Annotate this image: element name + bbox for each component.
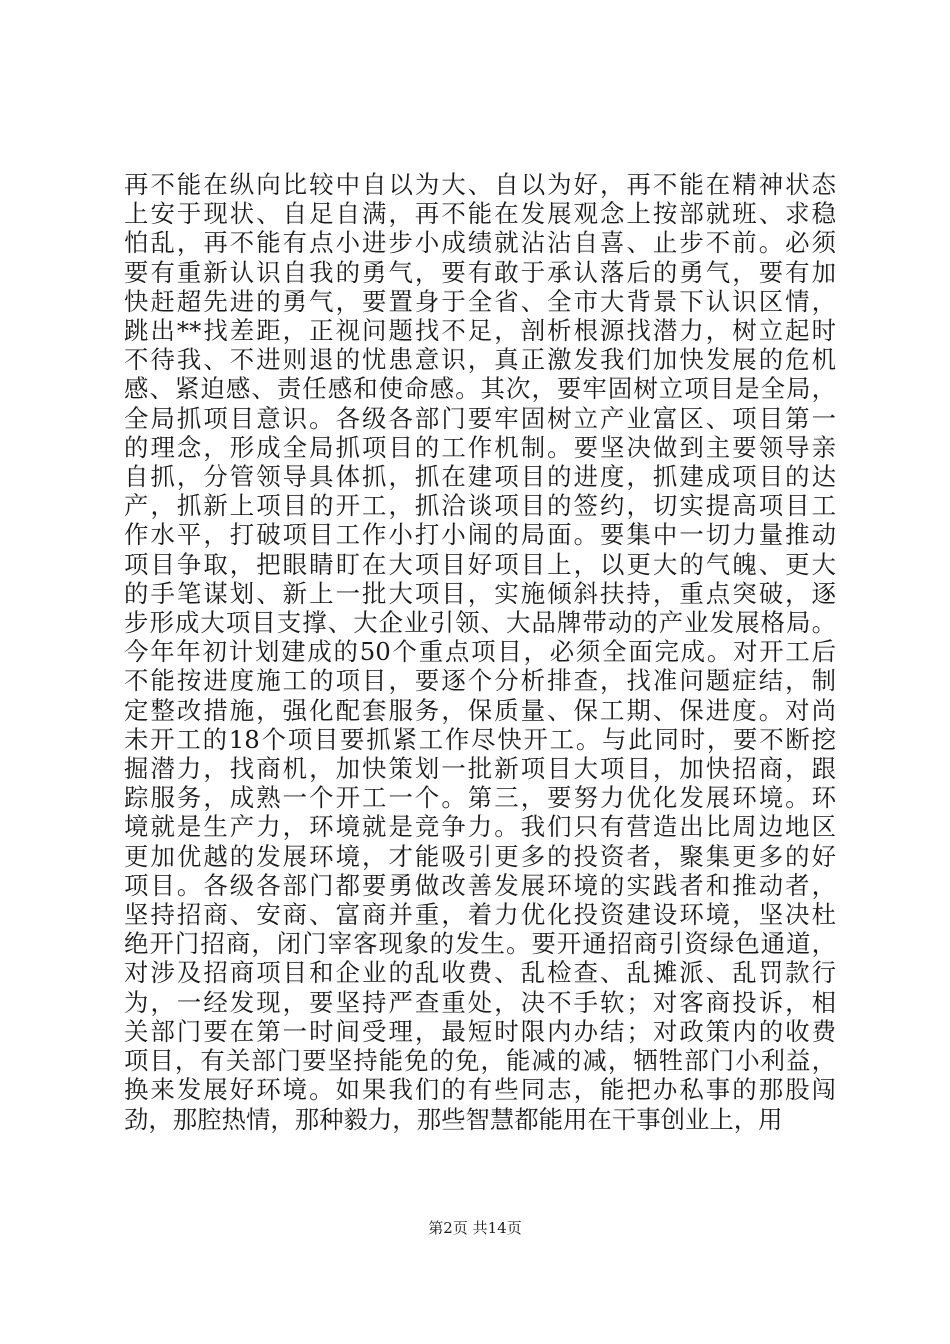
text-line: 步形成大项目支撑、大企业引领、大品牌带动的产业发展格局。	[124, 608, 836, 638]
text-line: 为，一经发现，要坚持严查重处，决不手软；对客商投诉，相	[124, 987, 836, 1017]
text-line: 换来发展好环境。如果我们的有些同志，能把办私事的那股闯	[124, 1075, 836, 1105]
text-line: 境就是生产力，环境就是竞争力。我们只有营造出比周边地区	[124, 812, 836, 842]
text-line: 劲，那腔热情，那种毅力，那些智慧都能用在干事创业上，用	[124, 1104, 783, 1134]
text-line: 跳出**找差距，正视问题找不足，剖析根源找潜力，树立起时	[124, 316, 836, 346]
text-line: 对涉及招商项目和企业的乱收费、乱检查、乱摊派、乱罚款行	[124, 958, 836, 988]
text-line: 不待我、不进则退的忧患意识，真正激发我们加快发展的危机	[124, 345, 836, 375]
text-line: 定整改措施，强化配套服务，保质量、保工期、保进度。对尚	[124, 695, 836, 725]
text-line: 产，抓新上项目的开工，抓洽谈项目的签约，切实提高项目工	[124, 491, 836, 521]
text-line: 自抓，分管领导具体抓，抓在建项目的进度，抓建成项目的达	[124, 462, 836, 492]
text-line: 不能按进度施工的项目，要逐个分析排查，找准问题症结，制	[124, 666, 836, 696]
text-line: 的手笔谋划、新上一批大项目，实施倾斜扶持，重点突破，逐	[124, 578, 836, 608]
text-line: 今年年初计划建成的50个重点项目，必须全面完成。对开工后	[124, 637, 836, 667]
text-line: 坚持招商、安商、富商并重，着力优化投资建设环境，坚决杜	[124, 900, 836, 930]
text-line: 项目争取，把眼睛盯在大项目好项目上，以更大的气魄、更大	[124, 549, 836, 579]
text-line: 上安于现状、自足自满，再不能在发展观念上按部就班、求稳	[124, 199, 836, 229]
text-line: 全局抓项目意识。各级各部门要牢固树立产业富区、项目第一	[124, 403, 836, 433]
document-body	[124, 170, 836, 1134]
text-line: 未开工的18个项目要抓紧工作尽快开工。与此同时，要不断挖	[124, 724, 836, 754]
text-line: 作水平，打破项目工作小打小闹的局面。要集中一切力量推动	[124, 520, 836, 550]
text-line: 怕乱，再不能有点小进步小成绩就沾沾自喜、止步不前。必须	[124, 228, 836, 258]
text-line: 的理念，形成全局抓项目的工作机制。要坚决做到主要领导亲	[124, 432, 836, 462]
text-line: 项目。各级各部门都要勇做改善发展环境的实践者和推动者，	[124, 870, 836, 900]
text-line: 感、紧迫感、责任感和使命感。其次，要牢固树立项目是全局，	[124, 374, 836, 404]
text-line: 要有重新认识自我的勇气，要有敢于承认落后的勇气，要有加	[124, 257, 836, 287]
text-line: 绝开门招商，闭门宰客现象的发生。要开通招商引资绿色通道，	[124, 929, 836, 959]
text-line: 掘潜力，找商机，加快策划一批新项目大项目，加快招商，跟	[124, 754, 836, 784]
page-footer: 第2页 共14页	[428, 1219, 522, 1237]
text-line: 踪服务，成熟一个开工一个。第三，要努力优化发展环境。环	[124, 783, 836, 813]
text-line: 快赶超先进的勇气，要置身于全省、全市大背景下认识区情，	[124, 286, 836, 316]
text-line: 项目，有关部门要坚持能免的免，能减的减，牺牲部门小利益，	[124, 1046, 836, 1076]
text-line: 再不能在纵向比较中自以为大、自以为好，再不能在精神状态	[124, 170, 836, 199]
text-line: 关部门要在第一时间受理，最短时限内办结；对政策内的收费	[124, 1016, 836, 1046]
text-line: 更加优越的发展环境，才能吸引更多的投资者，聚集更多的好	[124, 841, 836, 871]
